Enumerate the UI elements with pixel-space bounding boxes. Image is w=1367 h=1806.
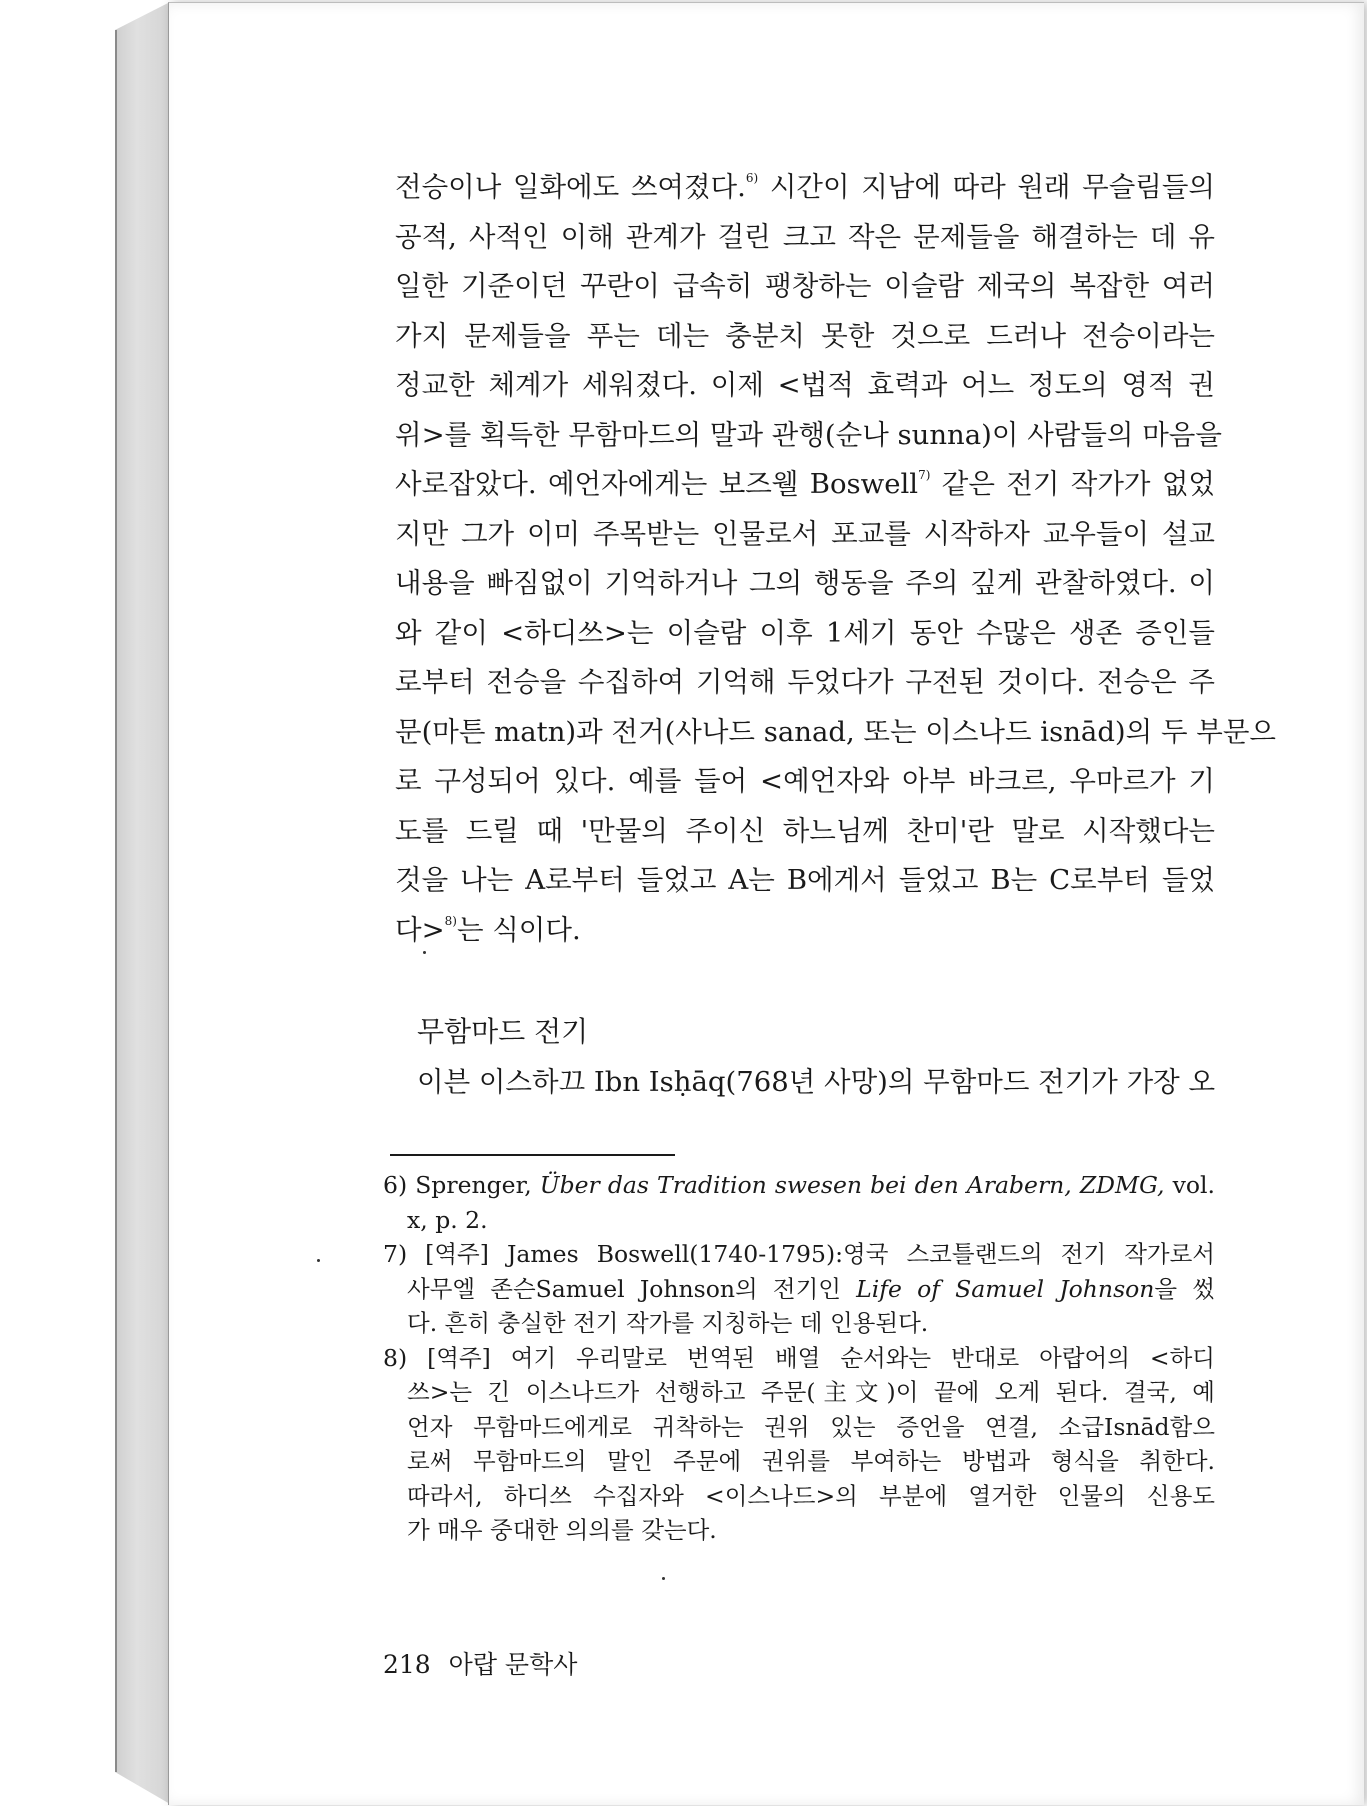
footnote-line xyxy=(383,1513,1215,1548)
body-line xyxy=(395,658,1215,708)
line-text: 위>를 획득한 무함마드의 말과 관행(순나 sunna)이 사람들의 마음을 xyxy=(395,418,1222,451)
footnote-line xyxy=(383,1410,1215,1445)
line-text: 와 같이 <하디쓰>는 이슬람 이후 1세기 동안 수많은 생존 증인들 xyxy=(395,616,1215,649)
footnotes xyxy=(383,1168,1215,1548)
page-footer xyxy=(383,1645,587,1681)
line-text: 가지 문제들을 푸는 데는 충분치 못한 것으로 드러나 전승이라는 xyxy=(395,319,1215,352)
body-line xyxy=(395,559,1215,609)
footnote-text: 가 매우 중대한 의의를 갖는다. xyxy=(407,1516,717,1544)
italic-title: Life of Samuel Johnson xyxy=(856,1274,1155,1303)
footnote-text: 다. 흔히 충실한 전기 작가를 지칭하는 데 인용된다. xyxy=(407,1309,929,1337)
spine-edge xyxy=(115,30,117,1772)
line-text: 로 구성되어 있다. 예를 들어 <예언자와 아부 바크르, 우마르가 기 xyxy=(395,765,1215,797)
footnote-text: x, p. 2. xyxy=(407,1205,488,1234)
section-paragraph: 이븐 이스하끄 Ibn Isḥāq(768년 사망)의 무함마드 전기가 가장 오 xyxy=(417,1066,1216,1098)
body-line xyxy=(395,361,1215,411)
footnote-line xyxy=(383,1272,1215,1307)
footnote-line xyxy=(383,1479,1215,1514)
footnote-text: 7) [역주] James Boswell(1740-1795):영국 스코틀랜드의 전기 작가로서 xyxy=(383,1240,1215,1268)
footnote-text: 사무엘 존슨Samuel Johnson의 전기인 xyxy=(407,1274,857,1303)
page-number: 218 xyxy=(383,1650,431,1679)
footnote-text: 쓰>는 긴 이스나드가 선행하고 주문(主文)이 끝에 오게 된다. 결국, 예 xyxy=(407,1378,1215,1406)
line-text: 일한 기준이던 꾸란이 급속히 팽창하는 이슬람 제국의 복잡한 여러 xyxy=(395,270,1215,302)
line-text: 다> xyxy=(395,913,445,946)
body-text xyxy=(395,163,1276,955)
line-text: 도를 드릴 때 '만물의 주이신 하느님께 찬미'란 말로 시작했다는 xyxy=(395,814,1215,847)
footnote-text: 따라서, 하디쓰 수집자와 <이스나드>의 부분에 열거한 인물의 신용도 xyxy=(407,1481,1215,1510)
body-line xyxy=(395,312,1215,362)
footnote-line xyxy=(383,1168,1215,1203)
body-line xyxy=(395,906,1215,956)
footnote-text: 로써 무함마드의 말인 주문에 권위를 부여하는 방법과 형식을 취한다. xyxy=(407,1447,1215,1475)
book-page xyxy=(168,2,1364,1805)
footnote-line xyxy=(383,1306,1215,1341)
body-line xyxy=(395,510,1215,560)
footnote-6 xyxy=(383,1168,1215,1237)
scan-speck xyxy=(423,951,426,954)
italic-title: Über das Tradition swesen bei den Arabern, ZDMG, xyxy=(539,1171,1165,1199)
body-line xyxy=(395,807,1215,857)
book-spine xyxy=(115,2,170,1804)
line-text: 내용을 빠짐없이 기억하거나 그의 행동을 주의 깊게 관찰하였다. 이 xyxy=(395,567,1215,599)
line-text: 로부터 전승을 수집하여 기억해 두었다가 구전된 것이다. 전승은 주 xyxy=(395,666,1215,698)
footnote-text: vol. xyxy=(1164,1171,1215,1199)
body-line xyxy=(395,609,1215,659)
line-text: 시간이 지남에 따라 원래 무슬림들의 xyxy=(758,171,1215,203)
footnote-text: 6) Sprenger, xyxy=(383,1171,540,1199)
line-text: 전승이나 일화에도 쓰여졌다. xyxy=(395,171,746,203)
section-heading: 무함마드 전기 xyxy=(417,1015,589,1048)
line-text: 문(마튼 matn)과 전거(사나드 sanad, 또는 이스나드 isnād)의 두 부문으 xyxy=(395,715,1276,748)
footnote-text: 8) [역주] 여기 우리말로 번역된 배열 순서와는 반대로 아랍어의 <하디 xyxy=(383,1343,1215,1372)
body-line xyxy=(395,757,1215,807)
footnote-line xyxy=(383,1375,1215,1410)
line-text: 사로잡았다. 예언자에게는 보즈웰 Boswell xyxy=(395,468,919,500)
line-text: 공적, 사적인 이해 관계가 걸린 크고 작은 문제들을 해결하는 데 유 xyxy=(395,220,1215,253)
footnote-ref[interactable]: 7) xyxy=(918,468,931,482)
footnote-ref[interactable]: 6) xyxy=(745,171,759,185)
body-line xyxy=(395,708,1276,758)
body-line xyxy=(395,262,1215,312)
body-line xyxy=(395,856,1215,906)
footnote-divider xyxy=(390,1154,675,1156)
footnote-line xyxy=(383,1341,1215,1376)
line-text: 정교한 체계가 세워졌다. 이제 <법적 효력과 어느 정도의 영적 권 xyxy=(395,369,1215,401)
body-line xyxy=(395,163,1215,213)
line-text: 것을 나는 A로부터 들었고 A는 B에게서 들었고 B는 C로부터 들었 xyxy=(395,864,1215,896)
footnote-line xyxy=(383,1444,1215,1479)
line-text: 는 식이다. xyxy=(456,913,581,946)
running-title: 아랍 문학사 xyxy=(448,1650,578,1679)
footnote-8 xyxy=(383,1341,1215,1548)
body-line xyxy=(395,411,1222,461)
scan-speck xyxy=(662,1577,665,1580)
footnote-line xyxy=(383,1237,1215,1272)
footnote-7 xyxy=(383,1237,1215,1341)
scan-speck xyxy=(317,1259,320,1262)
footnote-text: 언자 무함마드에게로 귀착하는 권위 있는 증언을 연결, 소급Isnād함으 xyxy=(407,1412,1215,1441)
footnote-ref[interactable]: 8) xyxy=(444,913,457,928)
body-line xyxy=(395,460,1215,510)
body-line xyxy=(395,213,1215,263)
footnote-line xyxy=(383,1203,1215,1238)
footnote-text: 을 썼 xyxy=(1154,1274,1216,1303)
line-text: 같은 전기 작가가 없었 xyxy=(930,468,1216,500)
line-text: 지만 그가 이미 주목받는 인물로서 포교를 시작하자 교우들이 설교 xyxy=(395,517,1215,550)
